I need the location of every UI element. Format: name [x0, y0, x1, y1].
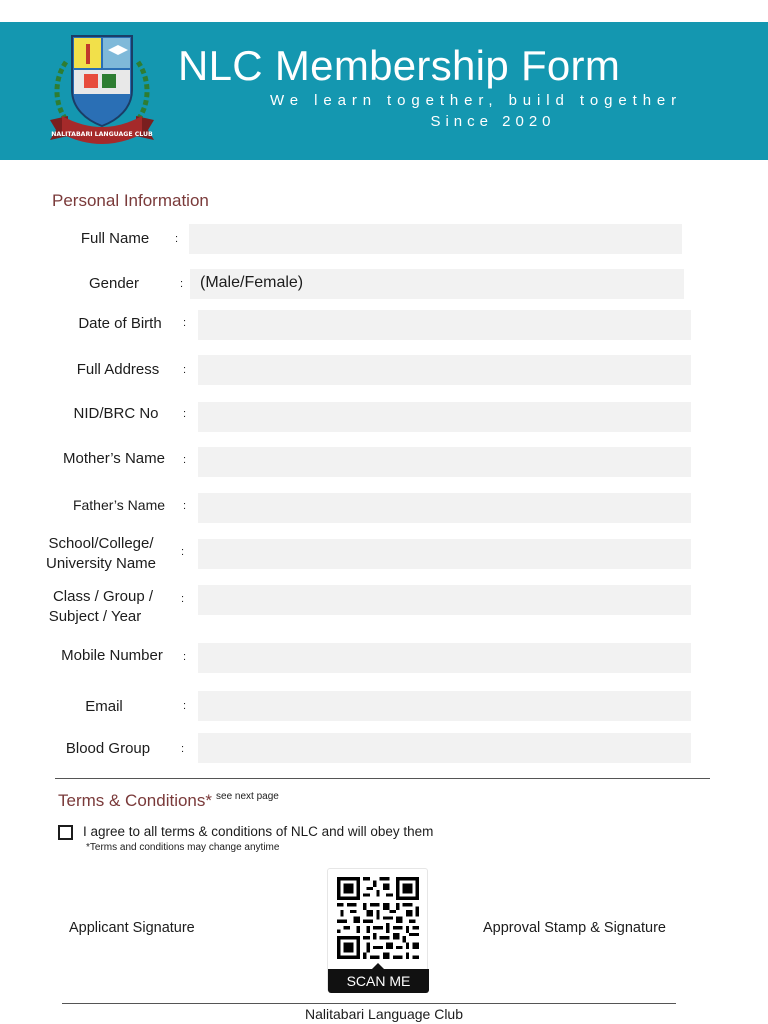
blood-group-field[interactable] [198, 733, 691, 763]
colon: : [183, 317, 187, 329]
label-blood-group: Blood Group [65, 740, 151, 757]
colon: : [183, 500, 187, 512]
label-fathers-name: Father’s Name [72, 497, 166, 513]
colon: : [183, 364, 187, 376]
applicant-signature-label: Applicant Signature [69, 920, 195, 936]
email-field[interactable] [198, 691, 691, 721]
tagline: We learn together, build together [270, 92, 683, 109]
footer-divider [62, 1003, 676, 1004]
agree-checkbox[interactable] [58, 825, 73, 840]
section-divider [55, 778, 710, 779]
label-mobile-number: Mobile Number [61, 647, 163, 664]
mothers-name-field[interactable] [198, 447, 691, 477]
colon: : [181, 743, 185, 755]
fathers-name-field[interactable] [198, 493, 691, 523]
terms-see-next-page: see next page [216, 791, 279, 802]
label-full-address: Full Address [76, 361, 160, 378]
colon: : [181, 593, 185, 605]
date-of-birth-field[interactable] [198, 310, 691, 340]
colon: : [183, 408, 187, 420]
colon: : [183, 454, 187, 466]
terms-heading [58, 791, 279, 811]
personal-info-heading: Personal Information [52, 191, 209, 210]
label-gender: Gender [88, 275, 140, 292]
footer-org-name: Nalitabari Language Club [305, 1006, 463, 1022]
since-text: Since 2020 [430, 113, 556, 130]
gender-placeholder: (Male/Female) [200, 274, 304, 291]
qr-code-icon [337, 877, 419, 959]
label-date-of-birth: Date of Birth [78, 315, 162, 332]
club-logo-icon [44, 32, 160, 152]
qr-code-card[interactable] [327, 868, 428, 992]
label-full-name: Full Name [80, 230, 150, 247]
colon: : [181, 546, 185, 558]
label-email: Email [85, 698, 123, 715]
full-name-field[interactable] [189, 224, 682, 254]
label-mothers-name: Mother’s Name [63, 450, 165, 467]
header-banner [0, 22, 768, 160]
page-title: NLC Membership Form [178, 42, 621, 89]
logo-ribbon-text: NALITABARI LANGUAGE CLUB [51, 131, 153, 138]
label-subject-year: Subject / Year [48, 608, 142, 625]
label-school-college: School/College/ [48, 535, 154, 552]
colon: : [183, 651, 187, 663]
mobile-number-field[interactable] [198, 643, 691, 673]
nid-brc-field[interactable] [198, 402, 691, 432]
label-university-name: University Name [45, 555, 157, 572]
gender-field[interactable] [190, 269, 684, 299]
colon: : [183, 700, 187, 712]
colon: : [175, 233, 179, 245]
terms-heading-text: Terms & Conditions* [58, 791, 213, 810]
full-address-field[interactable] [198, 355, 691, 385]
scan-me-label: SCAN ME [328, 969, 429, 993]
approval-stamp-label: Approval Stamp & Signature [483, 920, 666, 936]
agree-label: I agree to all terms & conditions of NLC and will obey them [83, 824, 434, 839]
terms-note: *Terms and conditions may change anytime [86, 842, 280, 853]
label-nid-brc: NID/BRC No [73, 405, 159, 422]
colon: : [180, 278, 184, 290]
label-class-group: Class / Group / [52, 588, 154, 605]
school-college-field[interactable] [198, 539, 691, 569]
class-group-field[interactable] [198, 585, 691, 615]
